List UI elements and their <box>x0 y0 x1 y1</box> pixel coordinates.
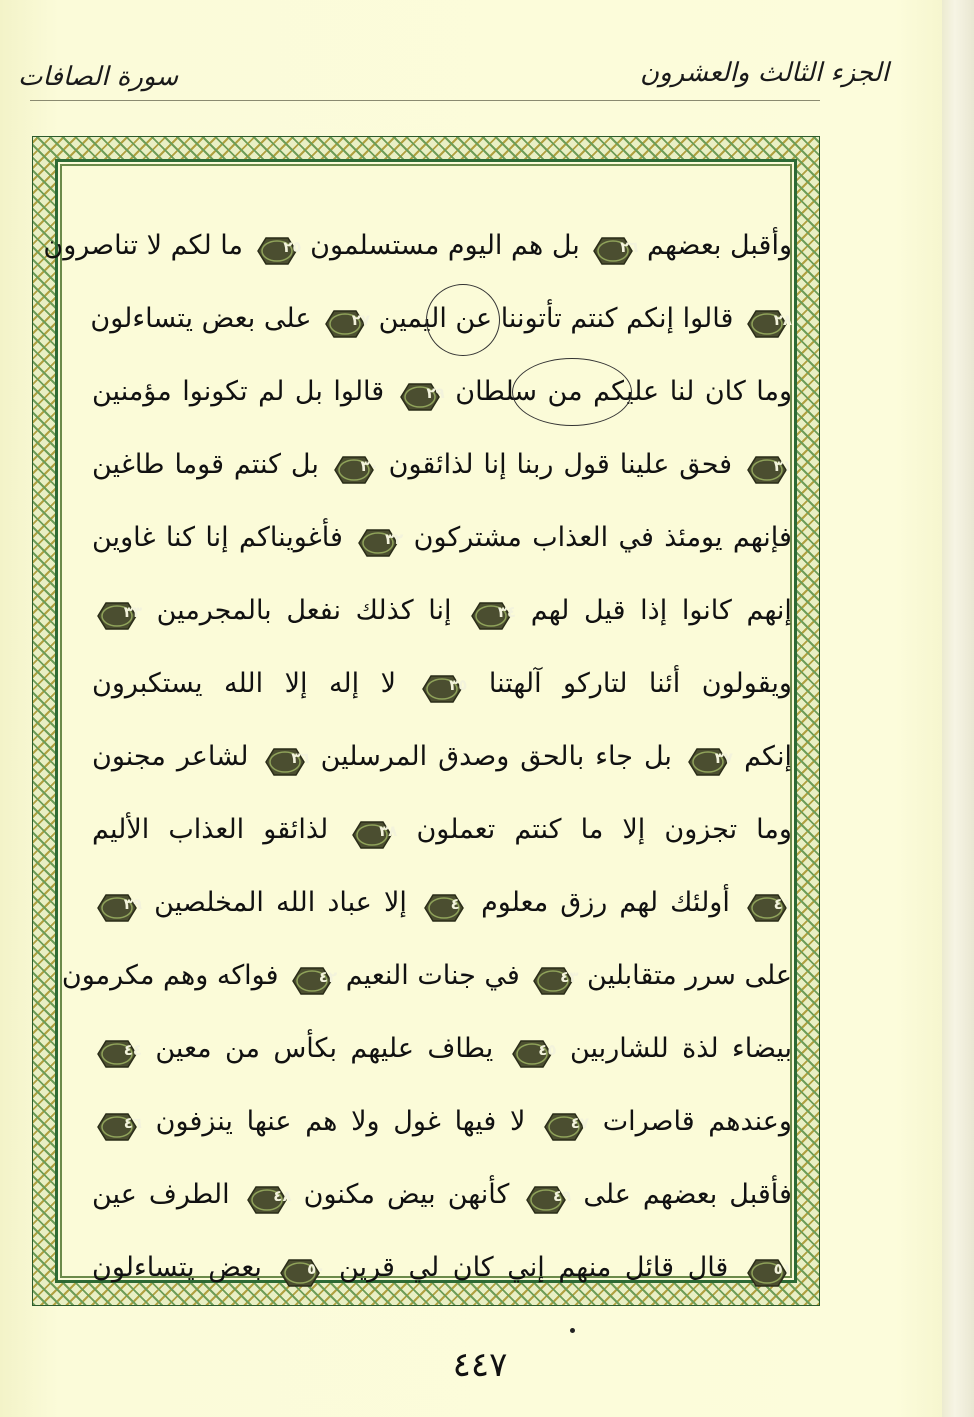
word: معين <box>155 1033 212 1064</box>
word: تأتوننا <box>500 303 562 334</box>
word: هم <box>305 1106 338 1137</box>
ayah-number: ٣٧ <box>714 748 733 767</box>
ayah-number: ٣٢ <box>384 529 404 548</box>
word: لهم <box>530 595 570 626</box>
page-edge <box>942 0 974 1417</box>
word: بيض <box>386 1179 436 1210</box>
word: إنكم <box>744 741 792 772</box>
ornamental-frame <box>32 136 820 1306</box>
word: قالوا <box>333 376 385 407</box>
word: قرين <box>339 1252 395 1283</box>
ayah-number: ٣٣ <box>123 602 142 621</box>
ayah-number-marker <box>742 303 792 337</box>
word: تعملون <box>416 814 496 845</box>
ayah-number-marker <box>287 960 337 994</box>
word: عليهم <box>350 1033 414 1064</box>
word: آلهتنا <box>488 668 542 699</box>
ayah-number: ٤٠ <box>450 894 469 913</box>
word: كانوا <box>681 595 732 626</box>
word: فواكه <box>216 960 279 991</box>
word: من <box>224 1033 260 1064</box>
ayah-number: ٢٩ <box>426 383 445 402</box>
word: قوما <box>174 449 224 480</box>
word: عباد <box>327 887 372 918</box>
word: يطاف <box>427 1033 494 1064</box>
text-line <box>92 727 792 787</box>
word: اليمين <box>378 303 447 334</box>
word: لا <box>509 1106 526 1137</box>
word: في <box>618 522 654 553</box>
ayah-number-marker <box>92 595 142 629</box>
ayah-number-marker <box>252 230 302 264</box>
ayah-number: ٤١ <box>773 894 792 913</box>
word: بكأس <box>273 1033 337 1064</box>
ayah-number: ٥١ <box>773 1259 792 1278</box>
word: على <box>583 1179 631 1210</box>
word: العذاب <box>168 814 245 845</box>
word: في <box>484 960 520 991</box>
word: كنتم <box>514 814 562 845</box>
word: أئنا <box>648 668 681 699</box>
word: على <box>744 960 792 991</box>
text-line <box>92 362 792 422</box>
ayah-number: ٤٩ <box>553 1186 572 1205</box>
word: يستكبرون <box>92 668 203 699</box>
ayah-number-marker <box>742 449 792 483</box>
ayah-number: ٣٥ <box>449 675 468 694</box>
word: على <box>263 303 312 334</box>
ayah-number-marker <box>347 814 397 848</box>
word: بالمجرمين <box>156 595 272 626</box>
word: عنها <box>246 1106 292 1137</box>
word: النعيم <box>345 960 409 991</box>
word: مكرمون <box>61 960 155 991</box>
word: كان <box>452 1252 494 1283</box>
word: من <box>547 376 583 407</box>
word: لم <box>258 376 285 407</box>
word: غول <box>393 1106 441 1137</box>
word: العذاب <box>532 522 609 553</box>
word: الله <box>276 887 316 918</box>
ayah-number-marker <box>395 376 445 410</box>
ayah-number-marker <box>539 1106 589 1140</box>
text-line <box>92 508 792 568</box>
word: لنا <box>669 376 695 407</box>
ayah-number: ٣٤ <box>497 602 517 621</box>
ayah-number: ٣٩ <box>123 894 142 913</box>
word: إلا <box>284 668 308 699</box>
word: بعضهم <box>642 1179 718 1210</box>
word: كذلك <box>355 595 414 626</box>
text-line <box>43 216 792 276</box>
word: مجنون <box>92 741 166 772</box>
word: متقابلين <box>587 960 677 991</box>
word: إلا <box>383 887 407 918</box>
text-line <box>92 435 792 495</box>
word: الطرف <box>148 1179 230 1210</box>
word: تكونوا <box>182 376 248 407</box>
word: لي <box>408 1252 440 1283</box>
word: وصدق <box>438 741 510 772</box>
ayah-number: ٤٢ <box>318 967 338 986</box>
word: إني <box>507 1252 545 1283</box>
ayah-number-marker <box>466 595 516 629</box>
word: المخلصين <box>154 887 264 918</box>
word: قول <box>563 449 610 480</box>
ayah-number: ٣٨ <box>379 821 398 840</box>
ayah-number-marker <box>353 522 403 556</box>
word: قيل <box>584 595 626 626</box>
ayah-number: ٢٥ <box>283 237 302 256</box>
word: جنات <box>417 960 476 991</box>
text-line <box>92 1165 792 1225</box>
ayah-number-marker <box>521 1179 571 1213</box>
ayah-number-marker <box>528 960 578 994</box>
ink-dot <box>570 1328 575 1333</box>
word: لهم <box>619 887 659 918</box>
word: فيها <box>454 1106 497 1137</box>
word: مستسلمون <box>310 230 440 261</box>
word: إنكم <box>626 303 674 334</box>
word: هم <box>511 230 544 261</box>
ayah-number: ٤٨ <box>273 1186 292 1205</box>
word: إنا <box>483 449 507 480</box>
ayah-number-marker <box>260 741 310 775</box>
word: قائل <box>624 1252 675 1283</box>
word: غاوين <box>92 522 156 553</box>
surah-title: سورة الصافات <box>18 62 179 92</box>
text-panel <box>43 159 797 1283</box>
ayah-number-marker <box>320 303 370 337</box>
word: بعض <box>208 1252 262 1283</box>
word: ما <box>220 230 243 261</box>
word: اليوم <box>447 230 503 261</box>
ayah-number: ٤٣ <box>560 967 579 986</box>
word: عليكم <box>593 376 660 407</box>
word: بل <box>290 449 319 480</box>
word: بعضهم <box>646 230 722 261</box>
word: عن <box>455 303 493 334</box>
ink-circle-annotation <box>426 284 500 356</box>
word: سلطان <box>455 376 538 407</box>
word: فإنهم <box>732 522 792 553</box>
word: جاء <box>595 741 633 772</box>
word: فأغويناكم <box>239 522 343 553</box>
word: يومئذ <box>664 522 723 553</box>
ayah-number-marker <box>742 887 792 921</box>
word: تجزون <box>664 814 738 845</box>
text-line <box>92 873 792 933</box>
word: ربنا <box>516 449 554 480</box>
text-line <box>92 1019 792 1079</box>
ayah-number-marker <box>419 887 469 921</box>
word: كنتم <box>233 449 281 480</box>
word: إذا <box>640 595 668 626</box>
ayah-number: ٥٠ <box>307 1259 326 1278</box>
word: لذائقو <box>263 814 329 845</box>
word: قالوا <box>682 303 734 334</box>
word: وما <box>756 376 793 407</box>
word: لكم <box>170 230 212 261</box>
text-line <box>61 946 792 1006</box>
ayah-number: ٤٤ <box>123 1040 142 1059</box>
ayah-number: ٢٨ <box>773 310 792 329</box>
word: أولئك <box>670 887 730 918</box>
word: يتساءلون <box>92 1252 195 1283</box>
header-rule <box>30 100 820 101</box>
ayah-number-marker <box>507 1033 557 1067</box>
ayah-number-marker <box>742 1252 792 1286</box>
word: مكنون <box>303 1179 375 1210</box>
word: وعندهم <box>708 1106 792 1137</box>
word: كأنهن <box>447 1179 510 1210</box>
word: لا <box>146 230 162 261</box>
word: فحق <box>679 449 733 480</box>
word: إنا <box>205 522 229 553</box>
word: بعض <box>201 303 256 334</box>
word: لذة <box>682 1033 719 1064</box>
text-line <box>92 654 792 714</box>
word: بالحق <box>520 741 585 772</box>
word: ويقولون <box>701 668 792 699</box>
word: إله <box>328 668 360 699</box>
word: إنا <box>428 595 452 626</box>
ayah-number-marker <box>683 741 733 775</box>
text-line <box>92 1238 792 1298</box>
ayah-number-marker <box>92 1106 142 1140</box>
word: لا <box>380 668 397 699</box>
word: طاغين <box>92 449 165 480</box>
word: للشاربين <box>569 1033 669 1064</box>
ayah-number-marker <box>242 1179 292 1213</box>
word: المرسلين <box>320 741 428 772</box>
word: إلا <box>622 814 646 845</box>
word: عين <box>92 1179 137 1210</box>
word: بل <box>551 230 580 261</box>
word: سرر <box>685 960 736 991</box>
word: إنهم <box>746 595 792 626</box>
word: وهم <box>163 960 209 991</box>
ayah-number-marker <box>275 1252 325 1286</box>
word: منهم <box>558 1252 612 1283</box>
word: وأقبل <box>729 230 792 261</box>
juz-title: الجزء الثالث والعشرون <box>640 58 889 88</box>
text-line <box>92 1092 792 1152</box>
word: نفعل <box>286 595 341 626</box>
text-line <box>92 581 792 641</box>
word: مشتركون <box>413 522 522 553</box>
word: بل <box>643 741 672 772</box>
word: كنتم <box>570 303 618 334</box>
word: بيضاء <box>732 1033 793 1064</box>
ayah-number: ٣٠ <box>360 456 379 475</box>
ayah-number-marker <box>92 1033 142 1067</box>
ink-circle-annotation <box>512 358 632 426</box>
ayah-number: ٣١ <box>773 456 792 475</box>
ayah-number: ٤٦ <box>123 1113 142 1132</box>
word: لتاركو <box>563 668 628 699</box>
ayah-number: ٤٧ <box>570 1113 590 1132</box>
ayah-number: ٤٥ <box>538 1040 557 1059</box>
word: كان <box>704 376 746 407</box>
word: لذائقون <box>388 449 474 480</box>
word: ما <box>580 814 604 845</box>
ayah-number: ٣٦ <box>291 748 310 767</box>
word: ينزفون <box>155 1106 233 1137</box>
ayah-number-marker <box>417 668 467 702</box>
word: معلوم <box>481 887 549 918</box>
word: كنا <box>165 522 196 553</box>
ayah-number-marker <box>329 449 379 483</box>
ayah-number: ٢٦ <box>620 237 639 256</box>
word: يتساءلون <box>90 303 194 334</box>
word: وما <box>756 814 792 845</box>
word: الله <box>224 668 264 699</box>
word: ولا <box>351 1106 380 1137</box>
ayah-number: ٢٧ <box>351 310 371 329</box>
ayah-number-marker <box>588 230 638 264</box>
word: تناصرون <box>43 230 138 261</box>
word: رزق <box>560 887 608 918</box>
word: بل <box>294 376 323 407</box>
word: فأقبل <box>729 1179 792 1210</box>
text-line <box>92 800 792 860</box>
page-number: ٤٤٧ <box>452 1345 508 1385</box>
word: مؤمنين <box>92 376 172 407</box>
word: قال <box>687 1252 729 1283</box>
word: لشاعر <box>176 741 249 772</box>
word: الأليم <box>92 814 150 845</box>
ayah-number-marker <box>92 887 142 921</box>
word: قاصرات <box>602 1106 695 1137</box>
word: علينا <box>619 449 670 480</box>
